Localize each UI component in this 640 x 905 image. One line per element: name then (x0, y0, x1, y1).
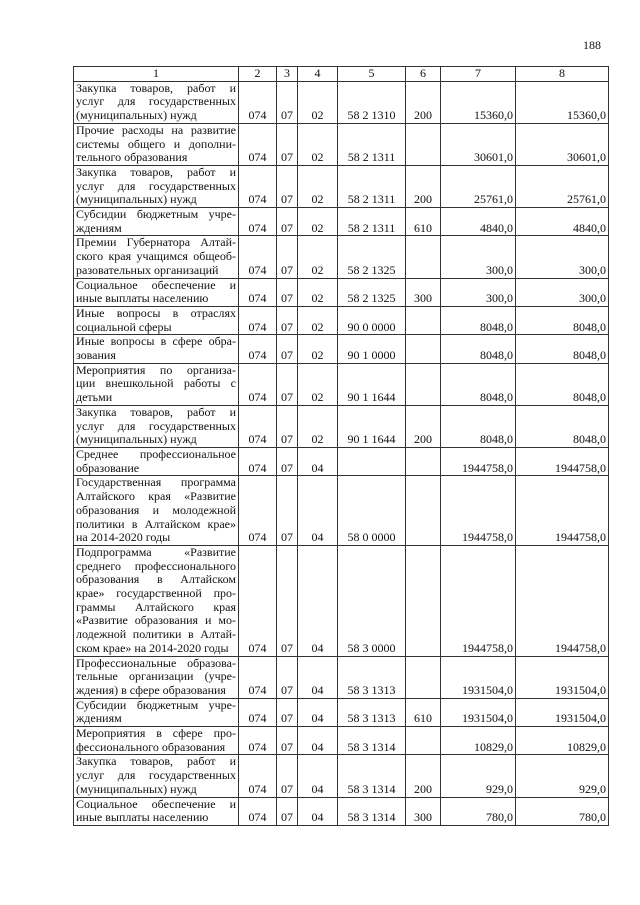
expense-type: 610 (406, 208, 441, 236)
amount-col8: 15360,0 (516, 81, 609, 123)
table-row (74, 447, 609, 475)
description-line: Закупка товаров, работ и (76, 164, 236, 179)
section-code: 07 (277, 81, 298, 123)
description-line: (муниципальных) нужд (76, 192, 197, 207)
section-code: 07 (277, 797, 298, 825)
ministry-code: 074 (239, 363, 277, 405)
description-line: Субсидии бюджетным учре- (76, 697, 236, 712)
amount-col8: 8048,0 (516, 363, 609, 405)
expense-type (406, 545, 441, 656)
table-row (74, 727, 609, 755)
section-code: 07 (277, 656, 298, 698)
target-article: 58 2 1325 (338, 278, 406, 306)
amount-col7: 25761,0 (441, 165, 516, 207)
table-row (74, 335, 609, 363)
table-row (74, 545, 609, 656)
ministry-code: 074 (239, 278, 277, 306)
amount-col8: 300,0 (516, 236, 609, 278)
target-article: 90 1 1644 (338, 363, 406, 405)
amount-col8: 8048,0 (516, 405, 609, 447)
description-line: среднего профессионального (76, 558, 236, 573)
row-description (74, 656, 239, 698)
description-line: ждениям (76, 711, 122, 726)
row-description (74, 306, 239, 334)
ministry-code: 074 (239, 306, 277, 334)
description-line: ском крае» на 2014-2020 годы (76, 640, 229, 655)
target-article: 90 1 0000 (338, 335, 406, 363)
ministry-code: 074 (239, 81, 277, 123)
amount-col7: 4840,0 (441, 208, 516, 236)
ministry-code: 074 (239, 123, 277, 165)
description-line: Субсидии бюджетным учре- (76, 207, 236, 222)
description-line: крае» государственной про- (76, 586, 236, 601)
target-article: 58 3 1313 (338, 656, 406, 698)
description-line: Закупка товаров, работ и (76, 404, 236, 419)
ministry-code: 074 (239, 335, 277, 363)
row-description (74, 363, 239, 405)
row-description (74, 123, 239, 165)
row-description (74, 81, 239, 123)
amount-col8: 1944758,0 (516, 545, 609, 656)
target-article: 58 0 0000 (338, 476, 406, 546)
description-line: образования и молодежной (76, 502, 236, 517)
target-article: 58 3 1313 (338, 698, 406, 726)
description-line: зования (76, 348, 116, 363)
table-row (74, 797, 609, 825)
ministry-code: 074 (239, 797, 277, 825)
description-line: услуг для государственных (76, 768, 236, 783)
subsection-code: 04 (298, 797, 338, 825)
description-line: услуг для государственных (76, 418, 236, 433)
table-row (74, 363, 609, 405)
column-header-3: 3 (277, 67, 298, 82)
amount-col7: 15360,0 (441, 81, 516, 123)
description-line: Иные вопросы в сфере обра- (76, 334, 236, 349)
amount-col7: 780,0 (441, 797, 516, 825)
table-header-row (74, 67, 609, 82)
row-description (74, 236, 239, 278)
description-line: образования в Алтайском (76, 572, 236, 587)
ministry-code: 074 (239, 755, 277, 797)
section-code: 07 (277, 236, 298, 278)
expense-type: 300 (406, 278, 441, 306)
description-line: услуг для государственных (76, 178, 236, 193)
section-code: 07 (277, 698, 298, 726)
target-article: 58 2 1311 (338, 123, 406, 165)
description-line: ждения) в сфере образования (76, 682, 226, 697)
expense-type (406, 447, 441, 475)
expense-type (406, 306, 441, 334)
ministry-code: 074 (239, 236, 277, 278)
description-line: Закупка товаров, работ и (76, 80, 236, 95)
subsection-code: 02 (298, 81, 338, 123)
description-line: на 2014-2020 годы (76, 530, 171, 545)
description-line: фессионального образования (76, 739, 226, 754)
ministry-code: 074 (239, 656, 277, 698)
description-line: «Развитие образования и мо- (76, 613, 236, 628)
subsection-code: 02 (298, 208, 338, 236)
row-description (74, 476, 239, 546)
expense-type (406, 335, 441, 363)
column-header-1: 1 (74, 67, 239, 82)
subsection-code: 04 (298, 755, 338, 797)
expense-type: 200 (406, 81, 441, 123)
description-line: Премии Губернатора Алтай- (76, 235, 236, 250)
section-code: 07 (277, 755, 298, 797)
subsection-code: 04 (298, 727, 338, 755)
column-header-5: 5 (338, 67, 406, 82)
budget-table (73, 66, 609, 826)
description-line: (муниципальных) нужд (76, 108, 197, 123)
row-description (74, 335, 239, 363)
expense-type: 300 (406, 797, 441, 825)
expense-type: 610 (406, 698, 441, 726)
ministry-code: 074 (239, 165, 277, 207)
description-line: образование (76, 460, 140, 475)
section-code: 07 (277, 545, 298, 656)
row-description (74, 545, 239, 656)
target-article: 90 0 0000 (338, 306, 406, 334)
description-line: Среднее профессиональное (76, 446, 236, 461)
description-line: ского края учащимся общеоб- (76, 249, 236, 264)
subsection-code: 02 (298, 306, 338, 334)
expense-type: 200 (406, 165, 441, 207)
description-line: системы общего и дополни- (76, 136, 236, 151)
table-row (74, 306, 609, 334)
description-line: разовательных организаций (76, 262, 219, 277)
description-line: Мероприятия по организа- (76, 362, 236, 377)
description-line: Социальное обеспечение и (76, 796, 236, 811)
amount-col8: 780,0 (516, 797, 609, 825)
table-row (74, 208, 609, 236)
amount-col8: 30601,0 (516, 123, 609, 165)
amount-col8: 1944758,0 (516, 476, 609, 546)
table-row (74, 278, 609, 306)
description-line: Подпрограмма «Развитие (76, 544, 236, 559)
ministry-code: 074 (239, 208, 277, 236)
table-row (74, 698, 609, 726)
amount-col7: 1944758,0 (441, 476, 516, 546)
description-line: Прочие расходы на развитие (76, 122, 236, 137)
subsection-code: 04 (298, 698, 338, 726)
expense-type (406, 236, 441, 278)
amount-col8: 25761,0 (516, 165, 609, 207)
section-code: 07 (277, 335, 298, 363)
amount-col7: 10829,0 (441, 727, 516, 755)
subsection-code: 02 (298, 335, 338, 363)
description-line: (муниципальных) нужд (76, 781, 197, 796)
expense-type: 200 (406, 405, 441, 447)
section-code: 07 (277, 727, 298, 755)
ministry-code: 074 (239, 447, 277, 475)
description-line: детьми (76, 390, 113, 405)
amount-col8: 1931504,0 (516, 656, 609, 698)
row-description (74, 698, 239, 726)
amount-col8: 4840,0 (516, 208, 609, 236)
target-article (338, 447, 406, 475)
section-code: 07 (277, 405, 298, 447)
amount-col8: 10829,0 (516, 727, 609, 755)
ministry-code: 074 (239, 476, 277, 546)
target-article: 58 2 1310 (338, 81, 406, 123)
expense-type (406, 656, 441, 698)
row-description (74, 165, 239, 207)
subsection-code: 02 (298, 165, 338, 207)
target-article: 58 3 1314 (338, 797, 406, 825)
target-article: 90 1 1644 (338, 405, 406, 447)
section-code: 07 (277, 476, 298, 546)
description-line: Иные вопросы в отраслях (76, 305, 236, 320)
description-line: граммы Алтайского края (76, 599, 236, 614)
description-line: (муниципальных) нужд (76, 432, 197, 447)
row-description (74, 727, 239, 755)
amount-col7: 8048,0 (441, 306, 516, 334)
target-article: 58 2 1311 (338, 208, 406, 236)
description-line: Профессиональные образова- (76, 655, 236, 670)
amount-col7: 300,0 (441, 278, 516, 306)
target-article: 58 3 1314 (338, 727, 406, 755)
row-description (74, 447, 239, 475)
table-row (74, 165, 609, 207)
amount-col7: 30601,0 (441, 123, 516, 165)
expense-type: 200 (406, 755, 441, 797)
description-line: иные выплаты населению (76, 810, 209, 825)
subsection-code: 04 (298, 447, 338, 475)
table-row (74, 656, 609, 698)
row-description (74, 405, 239, 447)
table-row (74, 123, 609, 165)
expense-type (406, 476, 441, 546)
subsection-code: 02 (298, 278, 338, 306)
section-code: 07 (277, 447, 298, 475)
target-article: 58 3 1314 (338, 755, 406, 797)
description-line: тельного образования (76, 150, 188, 165)
amount-col7: 1931504,0 (441, 656, 516, 698)
section-code: 07 (277, 306, 298, 334)
amount-col7: 8048,0 (441, 335, 516, 363)
row-description (74, 208, 239, 236)
amount-col7: 300,0 (441, 236, 516, 278)
column-header-4: 4 (298, 67, 338, 82)
description-line: Государственная программа (76, 475, 236, 490)
description-line: социальной сферы (76, 319, 172, 334)
row-description (74, 797, 239, 825)
subsection-code: 04 (298, 545, 338, 656)
subsection-code: 02 (298, 363, 338, 405)
amount-col7: 1931504,0 (441, 698, 516, 726)
amount-col8: 300,0 (516, 278, 609, 306)
description-line: лодежной политики в Алтай- (76, 627, 236, 642)
subsection-code: 02 (298, 405, 338, 447)
amount-col8: 8048,0 (516, 335, 609, 363)
ministry-code: 074 (239, 698, 277, 726)
amount-col7: 8048,0 (441, 405, 516, 447)
description-line: иные выплаты населению (76, 291, 209, 306)
table-row (74, 236, 609, 278)
subsection-code: 02 (298, 123, 338, 165)
amount-col8: 8048,0 (516, 306, 609, 334)
amount-col7: 1944758,0 (441, 447, 516, 475)
target-article: 58 3 0000 (338, 545, 406, 656)
description-line: Мероприятия в сфере про- (76, 726, 236, 741)
expense-type (406, 727, 441, 755)
column-header-8: 8 (516, 67, 609, 82)
amount-col7: 8048,0 (441, 363, 516, 405)
section-code: 07 (277, 363, 298, 405)
ministry-code: 074 (239, 405, 277, 447)
description-line: Социальное обеспечение и (76, 277, 236, 292)
section-code: 07 (277, 208, 298, 236)
ministry-code: 074 (239, 545, 277, 656)
description-line: тельные организации (учре- (76, 669, 236, 684)
description-line: ции внешкольной работы с (76, 376, 236, 391)
description-line: Закупка товаров, работ и (76, 754, 236, 769)
description-line: услуг для государственных (76, 94, 236, 109)
column-header-7: 7 (441, 67, 516, 82)
table-row (74, 476, 609, 546)
amount-col7: 1944758,0 (441, 545, 516, 656)
ministry-code: 074 (239, 727, 277, 755)
description-line: ждениям (76, 220, 122, 235)
column-header-6: 6 (406, 67, 441, 82)
description-line: политики в Алтайском крае» (76, 516, 236, 531)
row-description (74, 278, 239, 306)
subsection-code: 02 (298, 236, 338, 278)
expense-type (406, 123, 441, 165)
subsection-code: 04 (298, 476, 338, 546)
section-code: 07 (277, 123, 298, 165)
description-line: Алтайского края «Развитие (76, 489, 236, 504)
target-article: 58 2 1325 (338, 236, 406, 278)
row-description (74, 755, 239, 797)
subsection-code: 04 (298, 656, 338, 698)
section-code: 07 (277, 165, 298, 207)
amount-col8: 929,0 (516, 755, 609, 797)
column-header-2: 2 (239, 67, 277, 82)
table-row (74, 755, 609, 797)
page-number: 188 (583, 38, 601, 52)
amount-col7: 929,0 (441, 755, 516, 797)
section-code: 07 (277, 278, 298, 306)
table-row (74, 81, 609, 123)
amount-col8: 1931504,0 (516, 698, 609, 726)
expense-type (406, 363, 441, 405)
amount-col8: 1944758,0 (516, 447, 609, 475)
table-row (74, 405, 609, 447)
target-article: 58 2 1311 (338, 165, 406, 207)
